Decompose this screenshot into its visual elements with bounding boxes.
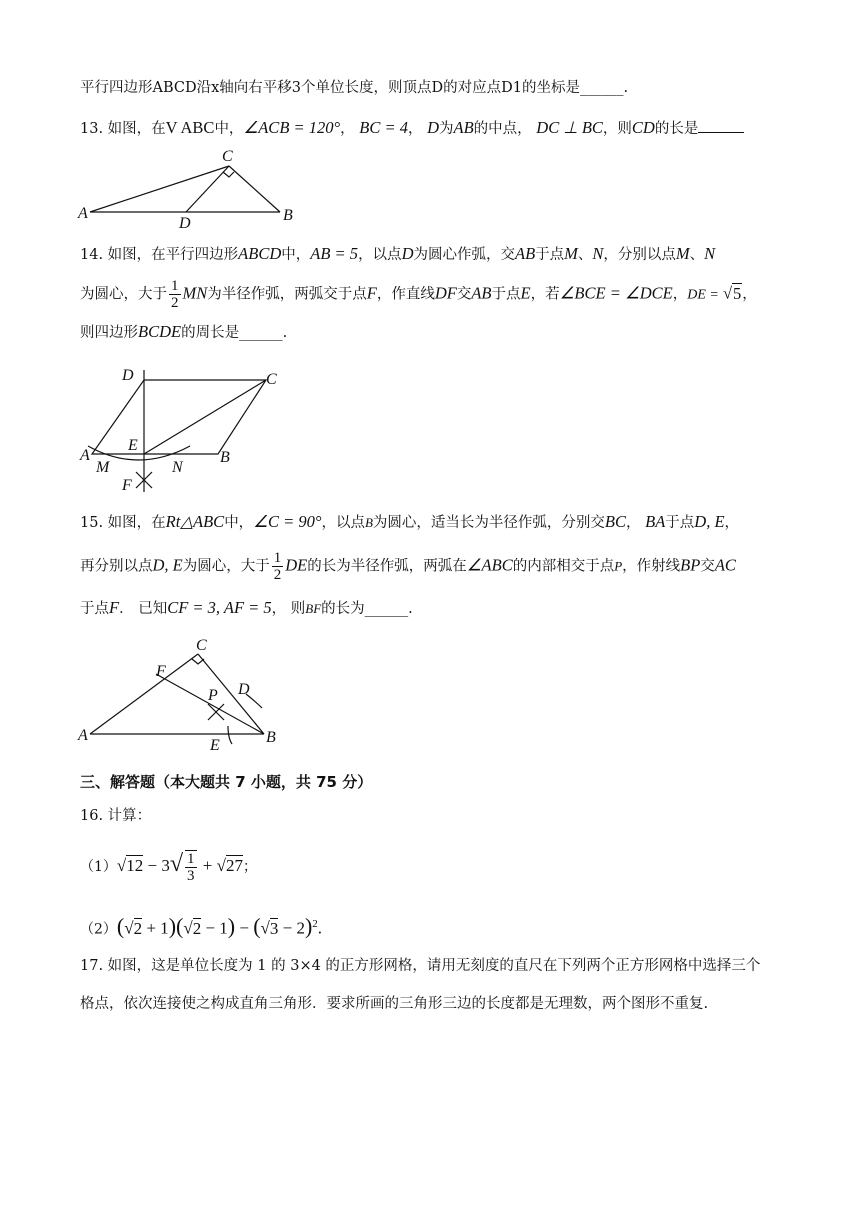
q15-text: 的长为半径作弧，两弧在 — [307, 558, 467, 575]
q16-term: − 3 — [143, 855, 170, 875]
q15-given: CF = 3, AF = 5 — [167, 598, 272, 617]
q14-label-n: N — [172, 459, 183, 476]
q15-point-b: B — [364, 515, 373, 530]
fraction-numerator: 1 — [273, 550, 282, 566]
q14-text: 为圆心作弧，交 — [413, 247, 515, 263]
sqrt-symbol: √ — [183, 918, 193, 938]
q14-point-n: N — [592, 244, 604, 263]
q14-text: 中， — [281, 247, 311, 263]
q15-text: 于点 — [665, 515, 695, 531]
q15-bp: BP — [680, 555, 701, 575]
q12-tail — [80, 78, 628, 98]
paren: ) — [227, 913, 236, 939]
q14-point-m: M — [675, 244, 690, 263]
q14-text: 的周长是______. — [181, 325, 288, 341]
q17-line1: 17. 如图，这是单位长度为 1 的 3×4 的正方形网格，请用无刻度的直尺在下列两个正方形网格中选择三个 — [80, 958, 761, 974]
q15-line2 — [80, 550, 736, 583]
q14-point-d: D — [401, 244, 414, 263]
q13-label-b: B — [283, 207, 293, 224]
q14-mn: MN — [182, 283, 208, 303]
q15-angle-c: ∠C = 90° — [253, 512, 322, 531]
q14-figure — [76, 362, 296, 498]
q15-text: 交 — [700, 558, 715, 575]
q14-line2 — [80, 278, 757, 311]
q13-statement: 13. 如图，在V ABC中，∠ACB = 120°， BC = 4， D为AB的中点， DC ⊥ BC，则CD的长是 — [80, 118, 744, 139]
q13-label-d: D — [179, 215, 191, 230]
q13-segment-cd: CD — [631, 118, 655, 137]
q13-angle-condition: ∠ACB = 120° — [243, 118, 341, 137]
q14-ab: AB — [514, 244, 536, 263]
q13-perp-condition: DC ⊥ BC — [536, 118, 603, 137]
q16-part1 — [80, 850, 257, 884]
q14-text: ， — [672, 286, 688, 303]
q15-points-de: D, E — [694, 512, 725, 531]
q14-text: 14. 如图，在平行四边形 — [80, 247, 239, 263]
q15-rt-triangle: Rt△ABC — [165, 512, 225, 531]
sqrt-symbol: √ — [216, 855, 226, 875]
q14-text: 则四边形 — [80, 325, 138, 341]
q14-point-f: F — [366, 283, 377, 303]
q13-text: ，则 — [602, 121, 632, 137]
q15-label-e: E — [210, 737, 220, 752]
q16-exponent: 2 — [312, 918, 318, 930]
q13-text: 的长是 — [654, 121, 699, 137]
q15-label-a: A — [78, 727, 88, 744]
q14-label-e: E — [128, 437, 138, 454]
q14-text: 为圆心，大于 — [80, 286, 167, 303]
q16-term: − 2 — [278, 918, 305, 938]
q14-text: 、 — [577, 247, 593, 263]
q16-term: . — [317, 918, 323, 938]
q15-label-f: F — [156, 663, 166, 680]
q14-point-m: M — [564, 244, 578, 263]
q15-bf: BF — [305, 601, 322, 616]
q14-ab: AB — [471, 283, 492, 303]
q15-de: DE — [285, 555, 308, 575]
q16-title: 16. 计算： — [80, 808, 152, 824]
q15-bc: BC — [604, 512, 627, 531]
sqrt-symbol: √ — [260, 918, 270, 938]
q16-radicand-3: 3 — [269, 918, 279, 938]
q16-part1-label: （1） — [80, 858, 117, 875]
fraction-numerator: 1 — [171, 278, 179, 294]
q13-text: 中， — [214, 121, 244, 137]
q15-text: ， — [724, 515, 740, 531]
q15-angle-abc: ∠ABC — [466, 555, 513, 575]
q14-text: ， — [742, 286, 757, 303]
q14-label-a: A — [80, 447, 90, 464]
paren: ( — [253, 913, 261, 939]
q14-label-d: D — [122, 367, 134, 384]
q15-text: 15. 如图，在 — [80, 515, 166, 531]
sqrt-symbol: √ — [169, 850, 184, 877]
q17-line2: 格点，依次连接使之构成直角三角形．要求所画的三角形三边的长度都是无理数，两个图形不重复. — [80, 996, 709, 1012]
q14-line3 — [80, 322, 287, 343]
q15-text: ． 已知 — [119, 601, 168, 617]
q13-label-a: A — [78, 205, 88, 222]
q14-bcde: BCDE — [138, 322, 182, 341]
q15-text: ，以点 — [321, 515, 365, 531]
q14-text: 交 — [456, 286, 472, 303]
paren: ( — [176, 913, 184, 939]
q13-point-d: D — [427, 118, 439, 137]
q14-label-m: M — [96, 459, 110, 476]
fraction-denominator: 3 — [187, 868, 195, 884]
q16-term: − — [235, 918, 254, 938]
q15-text: ，作射线 — [622, 558, 681, 575]
q15-label-p: P — [208, 687, 218, 704]
q13-text: 的中点， — [473, 121, 532, 137]
q16-radicand-27: 27 — [225, 855, 243, 875]
q16-radicand-12: 12 — [126, 855, 144, 875]
q14-text: 为半径作弧，两弧交于点 — [207, 286, 367, 303]
q14-text: ，若 — [530, 286, 560, 303]
q15-text: 中， — [224, 515, 254, 531]
q13-number: 13. 如图，在 — [80, 121, 166, 137]
q14-sqrt-radicand: 5 — [733, 283, 742, 303]
q13-triangle: V ABC — [165, 118, 215, 137]
q14-text: ，分别以点 — [603, 247, 676, 263]
q15-figure — [76, 634, 286, 752]
q15-text: 为圆心，大于 — [182, 558, 270, 575]
paren: ( — [116, 913, 125, 939]
q14-abcd: ABCD — [238, 244, 282, 263]
q15-line1 — [80, 512, 739, 533]
q13-bc-condition: BC = 4 — [359, 118, 408, 137]
q14-text: ，以点 — [358, 247, 402, 263]
q14-label-c: C — [266, 371, 277, 388]
q15-points-de: D, E — [152, 555, 183, 575]
fraction-denominator: 2 — [273, 567, 282, 583]
q14-label-b: B — [220, 449, 230, 466]
q15-text: ， 则 — [271, 601, 306, 617]
q15-text: ， — [626, 515, 641, 531]
paren: ) — [304, 913, 313, 939]
q14-fraction — [169, 278, 181, 311]
section-heading: 三、解答题（本大题共 7 小题，共 75 分） — [80, 773, 373, 791]
q14-text: 于点 — [491, 286, 521, 303]
q13-label-c: C — [222, 148, 233, 165]
q14-point-e: E — [520, 283, 531, 303]
q14-sqrt: √5 — [718, 283, 742, 303]
q14-text: 、 — [689, 247, 705, 263]
q15-text: 于点 — [80, 601, 109, 617]
q15-label-d: D — [238, 681, 250, 698]
q14-text: 于点 — [535, 247, 565, 263]
q15-line3 — [80, 598, 413, 619]
q15-text: 的长为______. — [321, 601, 413, 617]
q15-text: 再分别以点 — [80, 558, 153, 575]
q14-de-lhs: DE = — [687, 287, 719, 303]
q16-radicand-2: 2 — [192, 918, 202, 938]
sqrt-symbol: √ — [116, 855, 127, 875]
q16-term: + 1 — [142, 918, 169, 938]
q14-text: ，作直线 — [376, 286, 435, 303]
q14-ab-condition: AB = 5 — [310, 244, 359, 263]
q12-text: 平行四边形ABCD沿x轴向右平移3个单位长度，则顶点D的对应点D1的坐标是______. — [80, 80, 629, 96]
fraction-denominator: 2 — [171, 295, 179, 311]
q15-ba: BA — [645, 512, 666, 531]
q16-part2-label: （2） — [80, 921, 117, 938]
q15-text: 为圆心，适当长为半径作弧，分别交 — [372, 515, 605, 531]
q16-term: ； — [242, 858, 257, 875]
q15-point-p: P — [614, 558, 623, 574]
q13-text: 为 — [439, 121, 454, 137]
q16-term: − 1 — [201, 918, 228, 938]
q15-label-b: B — [266, 729, 276, 746]
sqrt-symbol: √ — [124, 918, 134, 938]
q14-point-n: N — [704, 244, 716, 263]
q15-fraction — [272, 550, 284, 583]
q13-segment-ab: AB — [453, 118, 474, 137]
q15-label-c: C — [196, 637, 207, 654]
answer-blank — [698, 118, 744, 133]
q14-label-f: F — [122, 477, 132, 494]
q14-df: DF — [434, 283, 457, 303]
q15-point-f: F — [109, 598, 120, 617]
q16-part2 — [80, 914, 322, 940]
q14-angle-condition: ∠BCE = ∠DCE — [559, 283, 673, 303]
q14-line1 — [80, 244, 715, 265]
q13-figure — [76, 146, 306, 230]
fraction-numerator: 1 — [187, 851, 195, 867]
q16-fraction — [185, 850, 197, 884]
paren: ) — [168, 913, 177, 939]
q16-term: + — [198, 855, 217, 875]
q16-radicand-2: 2 — [133, 918, 143, 938]
q15-text: 的内部相交于点 — [512, 558, 615, 575]
q15-ac: AC — [714, 555, 736, 575]
